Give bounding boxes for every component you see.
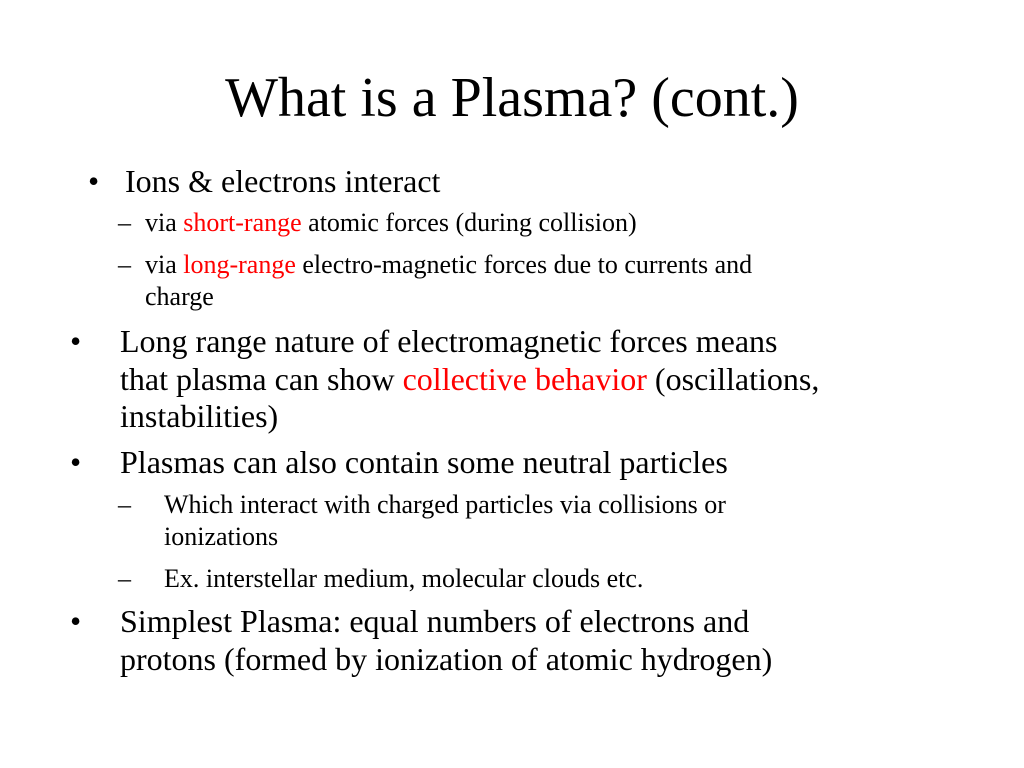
highlight-collective-behavior: collective behavior <box>402 361 647 397</box>
dash-icon: – <box>118 564 131 593</box>
bullet-line-3: instabilities) <box>120 398 279 434</box>
bullet-icon: • <box>70 603 82 639</box>
bullet-text: Simplest Plasma: equal numbers of electrons and <box>120 603 750 639</box>
sub-item-long-range <box>118 249 998 281</box>
highlight-long-range: long-range <box>183 250 296 279</box>
sub-item-text: via short-range atomic forces (during collision) <box>145 208 637 237</box>
sub-item-text: Ex. interstellar medium, molecular clouds etc. <box>164 564 644 593</box>
bullet-icon: • <box>70 444 82 480</box>
bullet-icon: • <box>70 323 82 359</box>
sub-item-text: via long-range electro-magnetic forces due to currents and <box>145 250 753 279</box>
sub-item-continuation: ionizations <box>164 522 279 551</box>
bullet-line-2: protons (formed by ionization of atomic hydrogen) <box>120 641 773 677</box>
dash-icon: – <box>118 208 131 237</box>
sub-item-text: Which interact with charged particles via collisions or <box>164 490 726 519</box>
dash-icon: – <box>118 250 131 279</box>
bullet-item-long-range-nature <box>70 323 1010 359</box>
bullet-item-simplest-plasma <box>70 603 1010 639</box>
highlight-short-range: short-range <box>183 208 302 237</box>
bullet-icon: • <box>88 163 100 199</box>
bullet-line-2: that plasma can show collective behavior (oscillations, <box>120 361 820 397</box>
bullet-text: Ions & electrons interact <box>125 163 441 199</box>
slide-title: What is a Plasma? (cont.) <box>225 67 799 129</box>
bullet-item-neutral-particles <box>70 444 1010 480</box>
bullet-text: Plasmas can also contain some neutral particles <box>120 444 728 480</box>
sub-item-charged-particles <box>118 489 1008 521</box>
sub-item-short-range <box>118 207 998 239</box>
dash-icon: – <box>118 490 131 519</box>
bullet-text: Long range nature of electromagnetic forces means <box>120 323 778 359</box>
sub-item-continuation: charge <box>145 282 214 311</box>
sub-item-examples <box>118 563 1008 595</box>
bullet-item-ions-electrons <box>88 162 988 200</box>
